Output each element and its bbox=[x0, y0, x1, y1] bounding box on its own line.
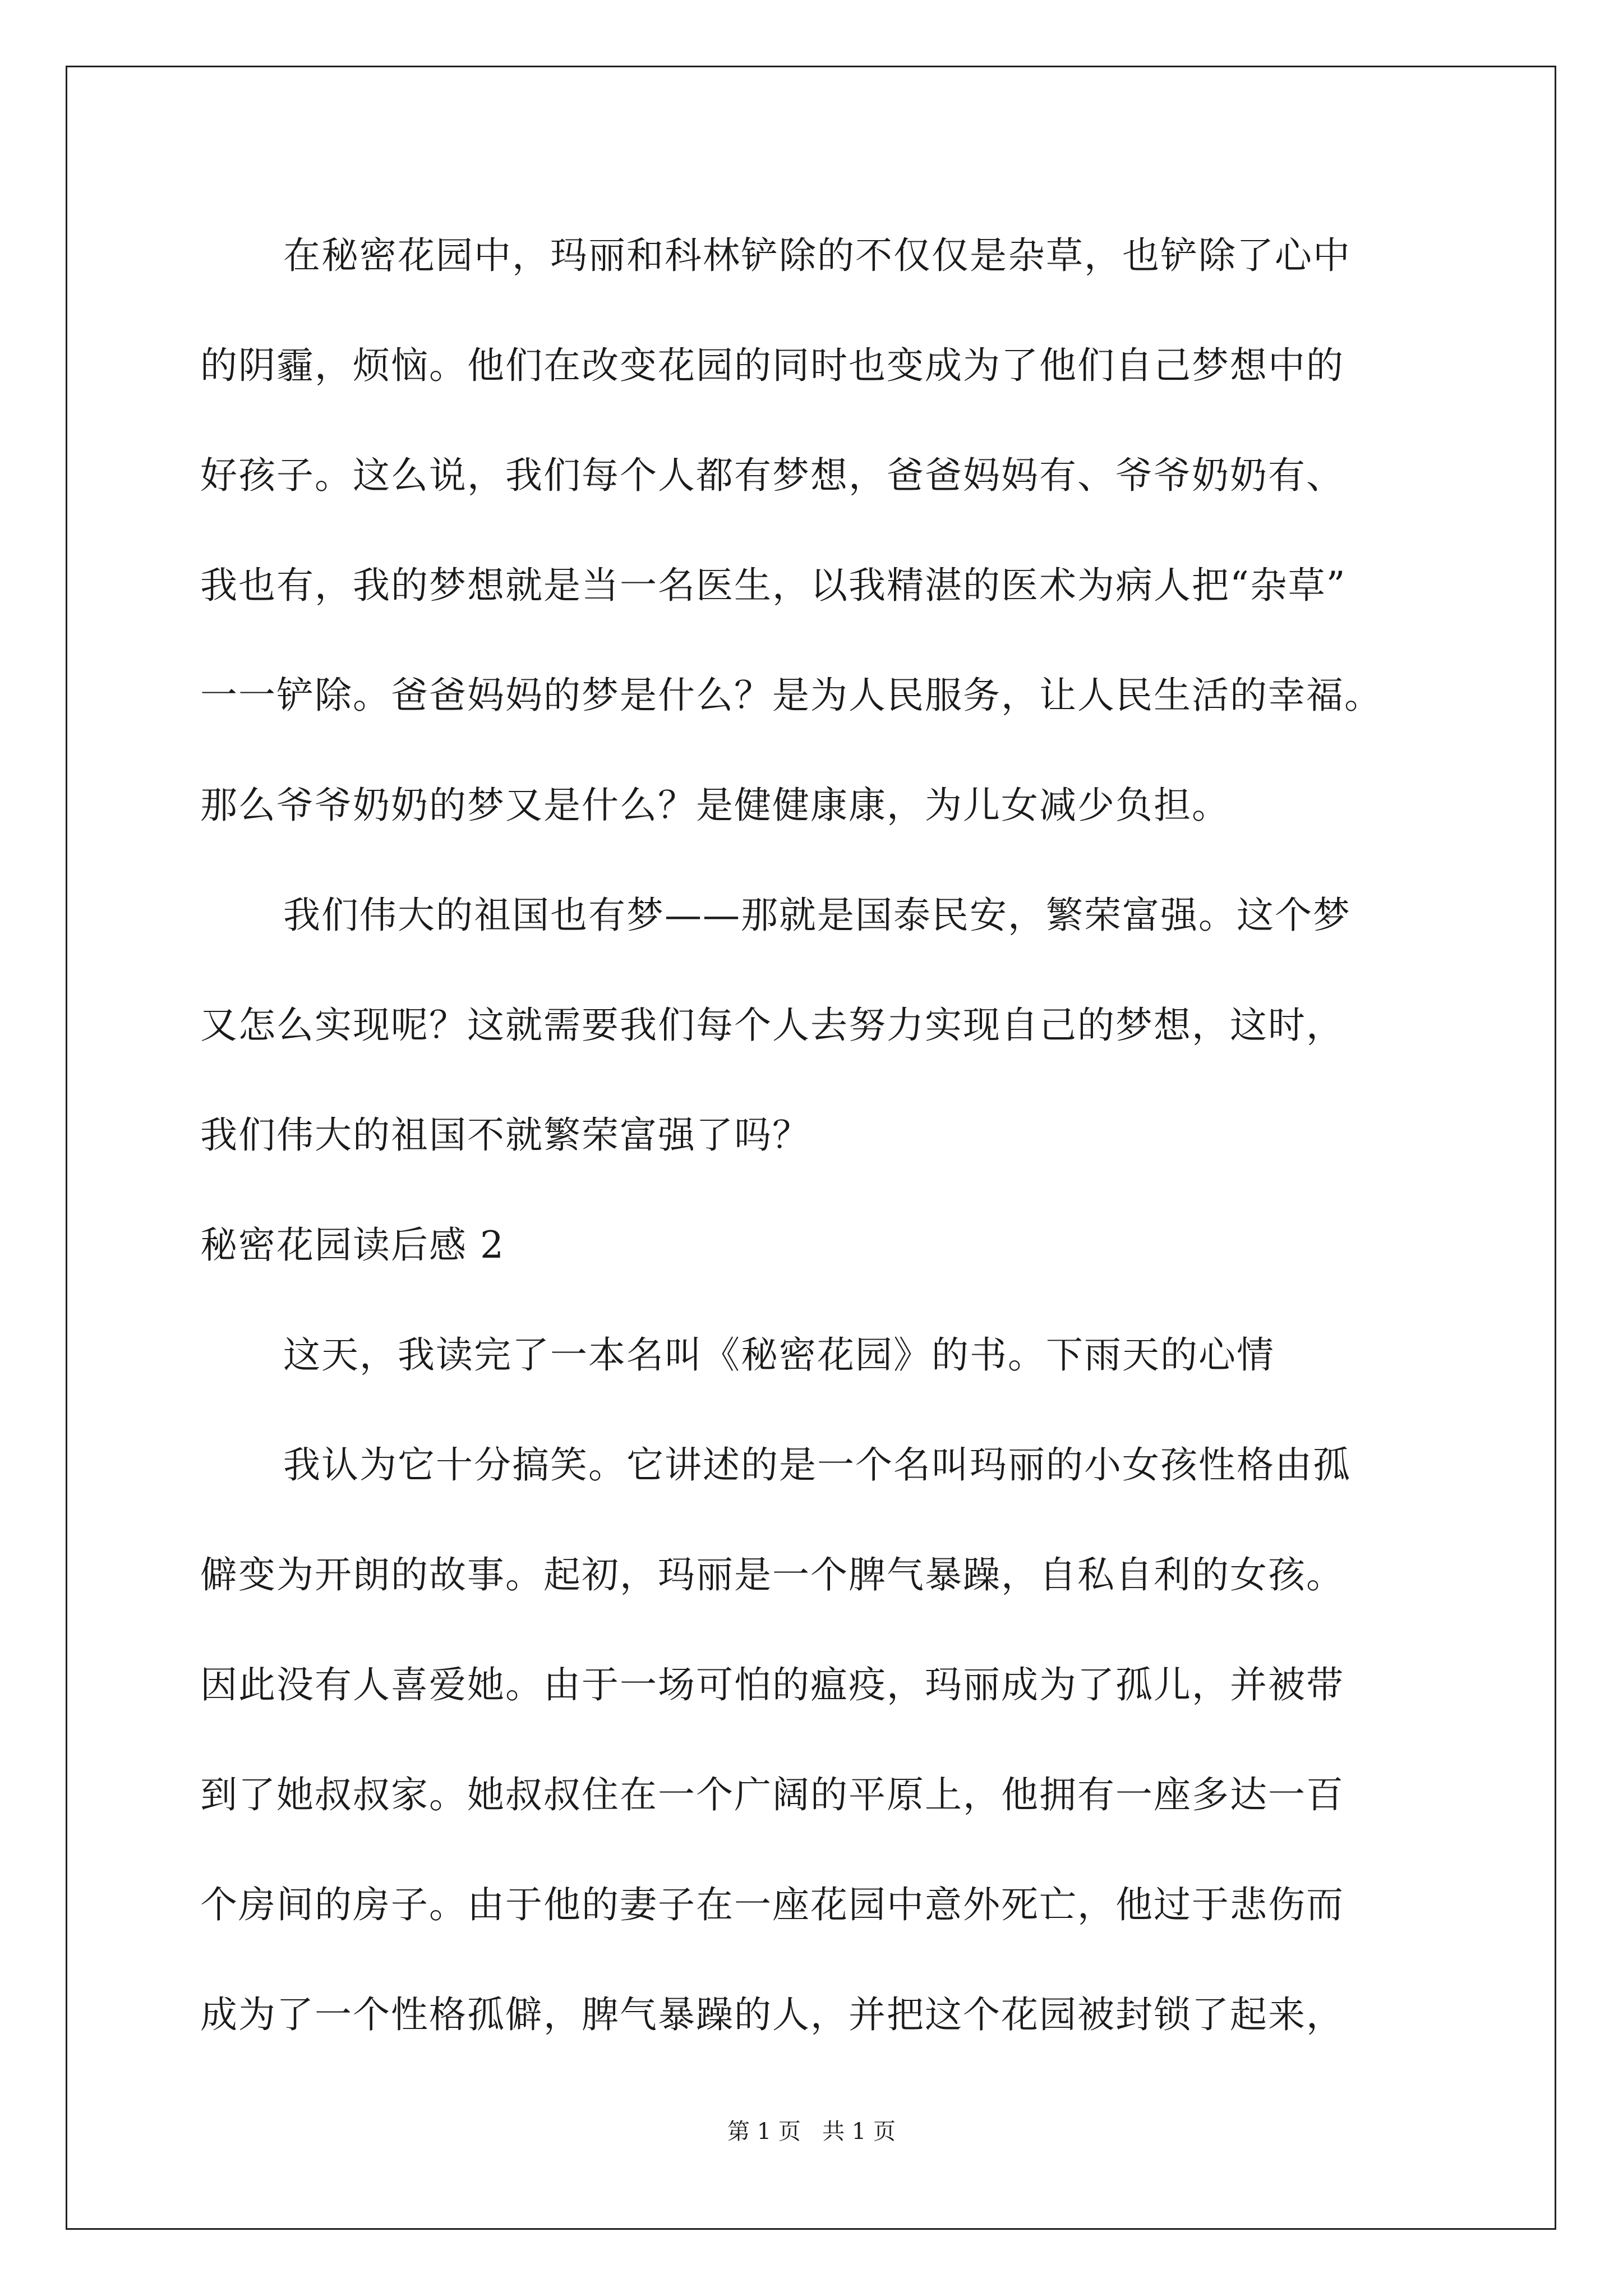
page-footer: 第 1 页 共 1 页 bbox=[727, 2119, 896, 2145]
text-line: 那么爷爷奶奶的梦又是什么？是健健康康，为儿女减少负担。 bbox=[200, 784, 1230, 827]
text-line: 的阴霾，烦恼。他们在改变花园的同时也变成为了他们自己梦想中的 bbox=[200, 344, 1344, 387]
text-line: 一一铲除。爸爸妈妈的梦是什么？是为人民服务，让人民生活的幸福。 bbox=[200, 674, 1382, 717]
document-body bbox=[200, 201, 1479, 2070]
paragraph-1 bbox=[200, 201, 1479, 861]
text-line: 成为了一个性格孤僻，脾气暴躁的人，并把这个花园被封锁了起来， bbox=[200, 1993, 1344, 2036]
text-line: 在秘密花园中，玛丽和科林铲除的不仅仅是杂草，也铲除了心中 bbox=[283, 234, 1351, 277]
paragraph-4 bbox=[200, 1410, 1479, 2070]
text-line: 我认为它十分搞笑。它讲述的是一个名叫玛丽的小女孩性格由孤 bbox=[283, 1443, 1351, 1487]
text-line: 因此没有人喜爱她。由于一场可怕的瘟疫，玛丽成为了孤儿，并被带 bbox=[200, 1663, 1344, 1706]
text-line: 个房间的房子。由于他的妻子在一座花园中意外死亡，他过于悲伤而 bbox=[200, 1883, 1344, 1926]
text-line: 到了她叔叔家。她叔叔住在一个广阔的平原上，他拥有一座多达一百 bbox=[200, 1773, 1344, 1816]
text-line: 又怎么实现呢？这就需要我们每个人去努力实现自己的梦想，这时， bbox=[200, 1004, 1344, 1047]
text-line: 我们伟大的祖国不就繁荣富强了吗？ bbox=[200, 1114, 810, 1157]
paragraph-3 bbox=[200, 1300, 1479, 1410]
text-line: 好孩子。这么说，我们每个人都有梦想，爸爸妈妈有、爷爷奶奶有、 bbox=[200, 454, 1344, 497]
text-line: 我们伟大的祖国也有梦——那就是国泰民安，繁荣富强。这个梦 bbox=[283, 894, 1351, 937]
section-heading: 秘密花园读后感 2 bbox=[200, 1223, 505, 1267]
paragraph-2 bbox=[200, 861, 1479, 1190]
text-line: 这天，我读完了一本名叫《秘密花园》的书。下雨天的心情 bbox=[283, 1333, 1275, 1377]
text-line: 僻变为开朗的故事。起初，玛丽是一个脾气暴躁，自私自利的女孩。 bbox=[200, 1553, 1344, 1596]
text-line: 我也有，我的梦想就是当一名医生，以我精湛的医术为病人把“杂草” bbox=[200, 564, 1347, 607]
